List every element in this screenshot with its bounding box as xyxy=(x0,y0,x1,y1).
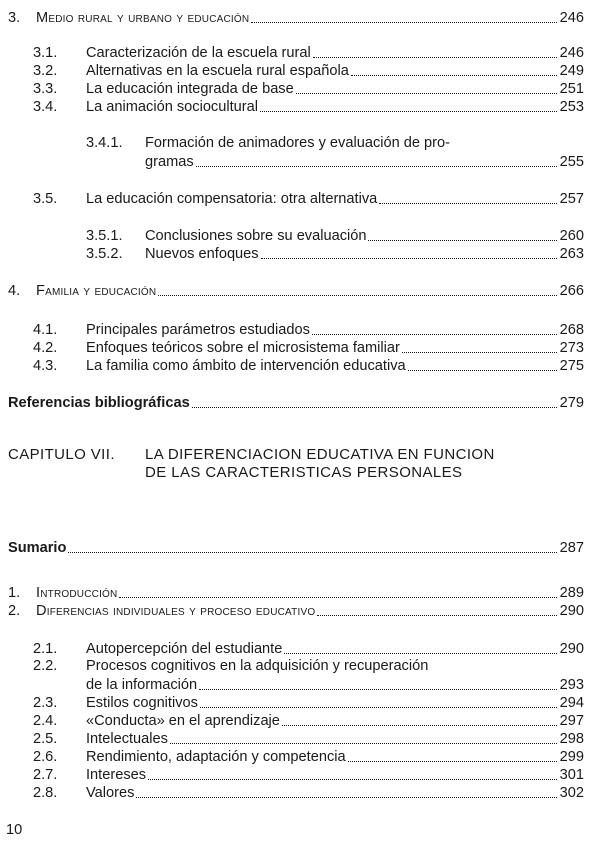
entry-number: 3.2. xyxy=(33,63,58,79)
entry-number: 2.6. xyxy=(33,749,58,765)
dot-leader xyxy=(348,760,557,762)
toc-entry-c2-6 xyxy=(33,747,584,765)
dot-leader xyxy=(312,333,557,335)
toc-entry-c2-1 xyxy=(33,639,584,657)
entry-title-line1: Formación de animadores y evaluación de pro- xyxy=(145,135,451,151)
entry-title: «Conducta» en el aprendizaje xyxy=(86,713,280,729)
chapter-title-line2: DE LAS CARACTERISTICAS PERSONALES xyxy=(145,464,463,481)
dot-leader xyxy=(158,294,556,296)
dot-leader xyxy=(68,551,556,553)
chapter-title-line1: LA DIFERENCIACION EDUCATIVA EN FUNCION xyxy=(145,446,495,463)
entry-title-line2: de la información xyxy=(86,677,198,693)
entry-number: 4. xyxy=(8,283,21,299)
toc-entry-c2-7 xyxy=(33,765,584,783)
toc-entry-3-5 xyxy=(33,189,584,207)
dot-leader xyxy=(136,796,556,798)
entry-title: La animación sociocultural xyxy=(86,99,258,115)
entry-title: Nuevos enfoques xyxy=(145,246,259,262)
toc-entry-3 xyxy=(8,8,584,26)
page-number: 290 xyxy=(559,641,584,657)
page-number: 251 xyxy=(559,81,584,97)
dot-leader xyxy=(260,110,557,112)
entry-title: Medio rural y urbano y educación xyxy=(36,10,250,26)
toc-entry-c2-3 xyxy=(33,693,584,711)
toc-entry-c2-8 xyxy=(33,783,584,801)
entry-number: 4.1. xyxy=(33,322,58,338)
toc-entry-references xyxy=(8,393,584,411)
page-number: 287 xyxy=(559,540,584,556)
page-number: 257 xyxy=(559,191,584,207)
toc-entry-c1 xyxy=(8,583,584,601)
page-number: 253 xyxy=(559,99,584,115)
entry-number: 3.3. xyxy=(33,81,58,97)
entry-number: 2.4. xyxy=(33,713,58,729)
entry-title: Intelectuales xyxy=(86,731,168,747)
page-number: 275 xyxy=(559,358,584,374)
dot-leader xyxy=(402,351,557,353)
entry-number: 2.8. xyxy=(33,785,58,801)
entry-number: 1. xyxy=(8,585,21,601)
entry-number: 4.2. xyxy=(33,340,58,356)
entry-number: 3.5.1. xyxy=(86,228,123,244)
page-number: 263 xyxy=(559,246,584,262)
dot-leader xyxy=(196,165,557,167)
dot-leader xyxy=(251,21,556,23)
entry-title: La educación compensatoria: otra alternativa xyxy=(86,191,378,207)
entry-title: Sumario xyxy=(8,540,67,556)
dot-leader xyxy=(317,614,556,616)
page-number: 246 xyxy=(559,45,584,61)
dot-leader xyxy=(313,56,557,58)
page-number: 302 xyxy=(559,785,584,801)
page-number: 290 xyxy=(559,603,584,619)
dot-leader xyxy=(408,369,557,371)
page-number: 294 xyxy=(559,695,584,711)
dot-leader xyxy=(379,202,556,204)
page-number: 249 xyxy=(559,63,584,79)
page-number: 268 xyxy=(559,322,584,338)
entry-number: 2.1. xyxy=(33,641,58,657)
dot-leader xyxy=(282,724,557,726)
toc-entry-c2-4 xyxy=(33,711,584,729)
entry-title: Diferencias individuales y proceso educativo xyxy=(36,603,316,619)
page-number: 255 xyxy=(559,154,584,170)
entry-number: 2. xyxy=(8,603,21,619)
entry-title: Familia y educación xyxy=(36,283,157,299)
page-number: 299 xyxy=(559,749,584,765)
toc-entry-3-3 xyxy=(33,79,584,97)
page-number: 266 xyxy=(559,283,584,299)
entry-title: Referencias bibliográficas xyxy=(8,395,190,411)
toc-entry-3-4 xyxy=(33,97,584,115)
entry-title: Valores xyxy=(86,785,135,801)
page-number: 297 xyxy=(559,713,584,729)
dot-leader xyxy=(148,778,557,780)
entry-number: 3.5.2. xyxy=(86,246,123,262)
page-number: 246 xyxy=(559,10,584,26)
entry-title: Intereses xyxy=(86,767,147,783)
toc-entry-4-3 xyxy=(33,356,584,374)
dot-leader xyxy=(296,92,557,94)
entry-title: Enfoques teóricos sobre el microsistema familiar xyxy=(86,340,400,356)
entry-title: Conclusiones sobre su evaluación xyxy=(145,228,367,244)
entry-title: Alternativas en la escuela rural española xyxy=(86,63,349,79)
entry-number: 2.3. xyxy=(33,695,58,711)
entry-number: 3.5. xyxy=(33,191,58,207)
dot-leader xyxy=(284,652,556,654)
page-number: 289 xyxy=(559,585,584,601)
dot-leader xyxy=(261,257,557,259)
dot-leader xyxy=(192,406,557,408)
toc-entry-4 xyxy=(8,281,584,299)
entry-number: 2.2. xyxy=(33,658,58,674)
entry-title: La familia como ámbito de intervención educativa xyxy=(86,358,406,374)
toc-entry-3-2 xyxy=(33,61,584,79)
toc-entry-c2 xyxy=(8,601,584,619)
toc-entry-4-1 xyxy=(33,320,584,338)
page-number: 293 xyxy=(559,677,584,693)
page-number: 279 xyxy=(559,395,584,411)
entry-number: 3.4.1. xyxy=(86,135,123,151)
entry-number: 3. xyxy=(8,10,21,26)
entry-title: Introducción xyxy=(36,585,118,601)
dot-leader xyxy=(170,742,557,744)
dot-leader xyxy=(351,74,557,76)
entry-title: Estilos cognitivos xyxy=(86,695,198,711)
entry-title: Autopercepción del estudiante xyxy=(86,641,283,657)
toc-entry-3-5-2 xyxy=(86,244,584,262)
page-number: 273 xyxy=(559,340,584,356)
page-number: 260 xyxy=(559,228,584,244)
chapter-label: CAPITULO VII. xyxy=(8,446,115,463)
page-number: 301 xyxy=(559,767,584,783)
toc-entry-3-1 xyxy=(33,43,584,61)
page-number: 298 xyxy=(559,731,584,747)
dot-leader xyxy=(119,596,556,598)
toc-entry-c2-5 xyxy=(33,729,584,747)
entry-number: 4.3. xyxy=(33,358,58,374)
entry-number: 3.4. xyxy=(33,99,58,115)
toc-entry-c2-2 xyxy=(86,675,584,693)
entry-number: 2.7. xyxy=(33,767,58,783)
entry-number: 2.5. xyxy=(33,731,58,747)
entry-title: Caracterización de la escuela rural xyxy=(86,45,311,61)
entry-title-line1: Procesos cognitivos en la adquisición y recuperación xyxy=(86,658,429,674)
toc-entry-3-4-1 xyxy=(145,152,584,170)
entry-number: 3.1. xyxy=(33,45,58,61)
entry-title: Principales parámetros estudiados xyxy=(86,322,310,338)
dot-leader xyxy=(200,706,557,708)
dot-leader xyxy=(199,688,557,690)
toc-entry-4-2 xyxy=(33,338,584,356)
entry-title: La educación integrada de base xyxy=(86,81,294,97)
dot-leader xyxy=(368,239,556,241)
entry-title: Rendimiento, adaptación y competencia xyxy=(86,749,346,765)
entry-title-line2: gramas xyxy=(145,154,194,170)
toc-entry-sumario xyxy=(8,538,584,556)
toc-entry-3-5-1 xyxy=(86,226,584,244)
folio-page-number: 10 xyxy=(6,822,23,838)
